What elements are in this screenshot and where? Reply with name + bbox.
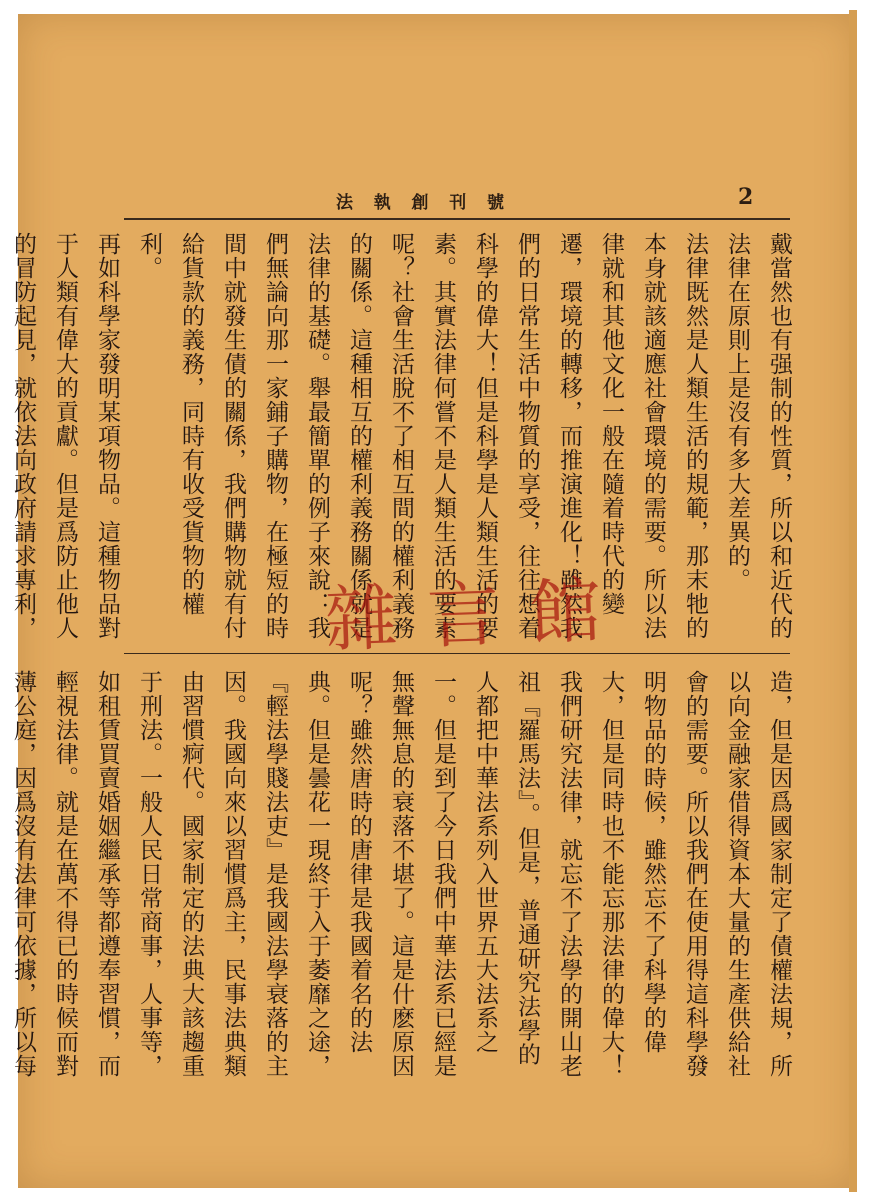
running-title-char: 法	[336, 193, 355, 213]
paragraph: 戴當然也有强制的性質，所以和近代的法律在原則上是沒有多大差異的。	[724, 232, 792, 640]
seal-char: 館	[527, 568, 611, 655]
paper-page	[10, 14, 856, 1188]
running-title-char: 創	[411, 193, 431, 213]
paragraph: 法律既然是人類生活的規範，那末牠的本身就該適應社會環境的需要。所以法律就和其他文化一般在隨着時代的變遷，環境的轉移，而推演進化！雖然我們的日常生活中物質的享受，往往想着科學的偉大！但是科學是人類生活的要素。其實法律何嘗不是人類生活的要素呢？社會生活脫不了相互間的權利義務的關係。這種相互的權利義務關係就是法律的基礎。舉最簡單的例子來說：我們無論向那一家鋪子購物，在極短的時間中就發生債的關係，我們購物就有付給貨款的義務，同時有收受貨物的權利。	[136, 232, 708, 640]
seal-char: 言	[425, 571, 509, 659]
paragraph: 再如科學家發明某項物品。這種物品對于人類有偉大的貢獻。但是爲防止他人的冒防起見，就依法向政府請求專利，	[10, 232, 120, 640]
red-seal-stamp	[302, 548, 632, 669]
page-number: 2	[738, 184, 754, 210]
header-rule	[124, 218, 790, 220]
running-title-char: 執	[373, 193, 393, 213]
page-header	[18, 184, 856, 214]
running-title-char: 號	[487, 193, 506, 213]
seal-char: 雜	[323, 575, 407, 662]
paragraph: 我們研究法律，就忘不了法學的開山老祖『羅馬法』。但是，普通研究法學的人都把中華法系列入世界五大法系之一。但是到了今日我們中華法系已經是無聲無息的衰落不堪了。這是什麽原因呢？雖然唐時的唐律是我國着名的法典。但是曇花一現終于入于萎靡之途，『輕法學賤法吏』是我國法學衰落的主因。我國向來以習慣爲主，民事法典類由習慣痾代。國家制定的法典大該趨重于刑法。一般人民日常商事，人事等，如租賃買賣婚姻繼承等都遵奉習慣，而輕視法律。就是在萬不得已的時候而對薄公庭，因爲沒有法律可依據，所以每	[10, 670, 582, 1078]
running-title-char: 刊	[449, 193, 469, 213]
running-title	[336, 188, 506, 213]
lower-text-block	[10, 670, 800, 1090]
paragraph: 造，但是因爲國家制定了債權法規，所以向金融家借得資本大量的生產供給社會的需要。所以我們在使用得這科學發明物品的時候，雖然忘不了科學的偉大，但是同時也不能忘那法律的偉大！	[598, 670, 792, 1078]
